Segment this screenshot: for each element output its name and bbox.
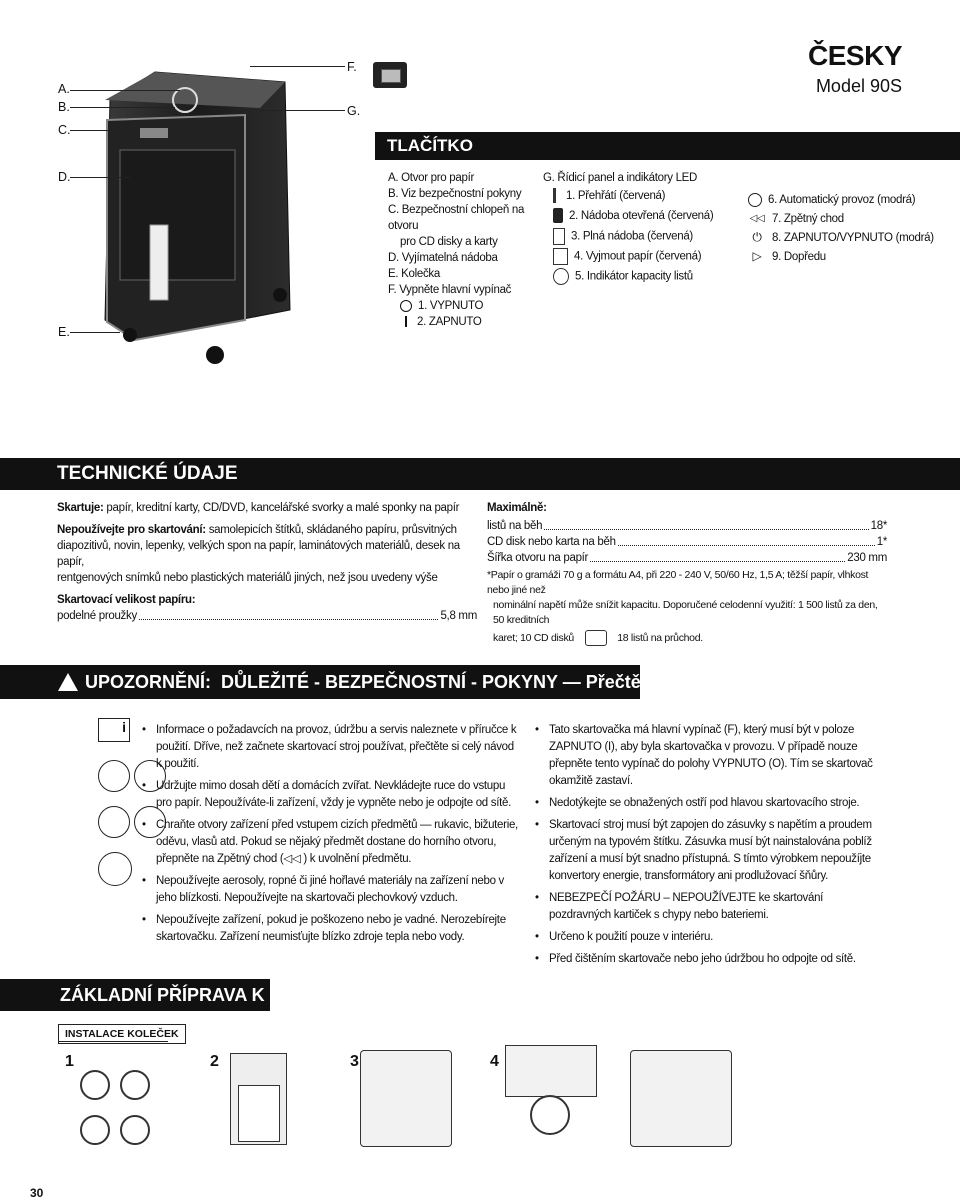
warning-item: • Chraňte otvory zařízení před vstupem cizích předmětů — rukavic, bižuterie, oděvu, vlasů atd. Pokud se nějaký předmět dostane do horního otvoru, přepněte na Zpětný chod (◁◁ ) k uvolnění předmětu. [142, 817, 522, 868]
footnote-text: karet; 10 CD disků [493, 631, 574, 644]
label-a: A. [58, 82, 70, 96]
warning-item: • Skartovací stroj musí být zapojen do zásuvky s napětím a proudem určeným na typovém štítku. Zásuvka musí být nainstalována poblíž zařízení a musí být snadno přístupná. S tímto výrobkem nepoužíjte konvertory energie, transformátory ani prodlužovací šňůry. [535, 817, 880, 885]
size-value: 5,8 mm [440, 610, 477, 622]
led-label: 5. Indikátor kapacity listů [575, 270, 693, 283]
warning-item: • Určeno k použití pouze v interiéru. [535, 929, 880, 946]
no-children-icon [98, 760, 130, 792]
bin-full-icon [553, 228, 565, 245]
button-item [748, 249, 948, 268]
led-label: 4. Vyjmout papír (červená) [574, 250, 702, 263]
footnote-text: 18 listů na průchod. [617, 631, 703, 644]
step-number: 2 [210, 1053, 219, 1070]
led-label: 2. Nádoba otevřená (červená) [569, 210, 714, 222]
led-item [553, 248, 743, 268]
button-label: 6. Automatický provoz (modrá) [768, 194, 916, 206]
remove-paper-icon [553, 248, 568, 265]
manual-info-icon: i [98, 718, 130, 742]
leader-line [250, 66, 345, 67]
leader-line [260, 110, 345, 111]
led-list [553, 188, 743, 288]
size-row [57, 608, 477, 624]
warning-item: • Nepoužívejte aerosoly, ropné či jiné hořlavé materiály na zařízení nebo v jeho blízkosti. Nepoužívejte na skartovači plechovkový vzduch. [142, 873, 522, 907]
max-row-value: 230 mm [847, 552, 887, 564]
model-name: Model 90S [815, 76, 902, 96]
component-item: F. Vypněte hlavní vypínač [388, 284, 512, 296]
main-switch-illustration [373, 62, 407, 88]
no-clothing-icon [98, 806, 130, 838]
size-label: Skartovací velikost papíru: [57, 594, 196, 606]
button-list [748, 192, 948, 268]
max-row [487, 518, 887, 534]
step-number: 4 [490, 1053, 499, 1070]
shreds-label: Skartuje: [57, 502, 104, 514]
tech-left-column [57, 500, 477, 624]
led-item [553, 188, 743, 208]
auto-icon [748, 193, 762, 207]
label-b: B. [58, 100, 70, 114]
step-number: 1 [65, 1053, 74, 1070]
switch-on-item [388, 314, 538, 330]
label-d: D. [58, 170, 71, 184]
max-row-value: 1* [876, 536, 887, 548]
noshred-text: samolepicích štítků, skládaného papíru, průsvitných [208, 524, 457, 536]
noshred-block [57, 522, 477, 538]
setup-header: ZÁKLADNÍ PŘÍPRAVA K PROVOZU [60, 985, 359, 1005]
tag-underline [58, 1041, 168, 1042]
shreds-text: papír, kreditní karty, CD/DVD, kancelářské svorky a malé sponky na papír [106, 502, 460, 514]
footnote-line [487, 630, 887, 646]
led-label: 3. Plná nádoba (červená) [571, 230, 693, 243]
button-item [748, 230, 948, 249]
component-item: A. Otvor pro papír [388, 172, 474, 184]
max-row-label: CD disk nebo karta na běh [487, 536, 616, 548]
warning-title: UPOZORNĚNÍ: DŮLEŽITÉ - BEZPEČNOSTNÍ - POKYNY — Přečtěte si je před použitím! [85, 672, 826, 692]
bin-open-icon [553, 208, 563, 223]
cd-icon [585, 630, 607, 646]
warning-item: • Udržujte mimo dosah dětí a domácích zvířat. Nevkládejte ruce do vstupu pro papír. Nepoužíváte-li zařízení, vždy je vypněte nebo je odpojte od sítě. [142, 778, 522, 812]
thermometer-icon [553, 188, 560, 203]
warning-triangle-icon [58, 673, 78, 691]
noshred-text: diapozitivů, novin, lepenky, velkých spon na papír, laminátových materiálů, desek na papír, [57, 540, 460, 568]
warning-right-list [535, 722, 880, 973]
step-3-illustration [345, 1045, 465, 1165]
bar-on-icon [405, 316, 407, 327]
warning-item: • Informace o požadavcích na provoz, údržbu a servis naleznete v příručce k použití. Dříve, než začnete skartovací stroj používat, přečtěte si celý návod k použití. [142, 722, 522, 773]
max-row [487, 550, 887, 566]
component-item: E. Kolečka [388, 268, 440, 280]
label-e: E. [58, 325, 70, 339]
circle-off-icon [400, 300, 412, 312]
led-item [553, 208, 743, 228]
reverse-icon: ◁◁ [749, 213, 765, 225]
button-label: 7. Zpětný chod [772, 213, 844, 225]
capacity-icon [553, 268, 569, 285]
button-item [748, 192, 948, 211]
caster-install-tag: INSTALACE KOLEČEK [58, 1024, 186, 1044]
component-item: D. Vyjímatelná nádoba [388, 252, 498, 264]
leader-line [70, 177, 130, 178]
control-panel-title: G. Řídicí panel a indikátory LED [543, 172, 698, 184]
button-label: 8. ZAPNUTO/VYPNUTO (modrá) [772, 232, 934, 244]
warning-item: • NEBEZPEČÍ POŽÁRU – NEPOUŽÍVEJTE ke skartování pozdravných kartiček s chypy nebo bateriemi. [535, 890, 880, 924]
label-c: C. [58, 123, 71, 137]
step-5-illustration [625, 1045, 745, 1165]
switch-off-label: 1. VYPNUTO [418, 300, 484, 312]
max-row [487, 534, 887, 550]
step-4-illustration [485, 1045, 605, 1165]
warning-left-list [142, 722, 522, 951]
warning-item: • Před čištěním skartovače nebo jeho údržbou ho odpojte od sítě. [535, 951, 880, 968]
language-title: ČESKY [808, 40, 902, 71]
footnote-line: *Papír o gramáži 70 g a formátu A4, při 220 - 240 V, 50/60 Hz, 1,5 A; těžší papír, vlhkost nebo jiné než [487, 569, 869, 596]
max-label: Maximálně: [487, 502, 547, 514]
leader-line [70, 107, 175, 108]
led-label: 1. Přehřátí (červená) [566, 190, 666, 202]
leader-line [70, 90, 180, 91]
noshred-text: rentgenových snímků nebo plastických materiálů jiných, než jsou uvedeny výše [57, 572, 438, 584]
forward-icon: ▷ [752, 249, 762, 264]
button-section-title: TLAČÍTKO [375, 132, 960, 160]
max-row-label: listů na běh [487, 520, 543, 532]
warning-item: • Nepoužívejte zařízení, pokud je poškozeno nebo je vadné. Nerozebírejte skartovačku. Zařízení neumisťujte blízko zdroje tepla nebo vody. [142, 912, 522, 946]
label-g: G. [347, 104, 361, 118]
shreds-line [57, 500, 477, 516]
led-item [553, 268, 743, 288]
footnote-line: nominální napětí může snížit kapacitu. Doporučené celodenní využití: 1 500 listů za den, 50 kreditních [493, 599, 878, 626]
noshred-label: Nepoužívejte pro skartování: [57, 524, 206, 536]
power-icon: ⏻ [752, 230, 762, 245]
component-item: B. Viz bezpečnostní pokyny [388, 188, 522, 200]
warning-header-row [0, 665, 960, 699]
step-1-illustration [60, 1045, 180, 1165]
max-row-value: 18* [870, 520, 887, 532]
component-item: pro CD disky a karty [400, 236, 498, 248]
tech-right-column [487, 500, 887, 646]
step-2-illustration [205, 1045, 325, 1165]
component-list [388, 170, 538, 330]
size-item: podelné proužky [57, 610, 137, 622]
footnote [487, 568, 887, 646]
switch-on-label: 2. ZAPNUTO [417, 316, 482, 328]
warning-item: • Nedotýkejte se obnažených ostří pod hlavou skartovacího stroje. [535, 795, 880, 812]
warning-item: • Tato skartovačka má hlavní vypínač (F), který musí být v poloze ZAPNUTO (I), aby byla skartovačka v provozu. V případě nouze přepněte tento vypínač do polohy VYPNUTO (O). Tím se skartovač okamžitě zastaví. [535, 722, 880, 790]
switch-off-item [388, 298, 538, 314]
leader-line [70, 332, 120, 333]
button-item [748, 211, 948, 230]
no-heat-icon [98, 852, 132, 886]
label-f: F. [347, 60, 357, 74]
leader-line [70, 130, 120, 131]
component-item: C. Bezpečnostní chlopeň na otvoru [388, 204, 525, 232]
max-row-label: Šířka otvoru na papír [487, 552, 589, 564]
button-label: 9. Dopředu [772, 251, 826, 263]
tech-specs-header: TECHNICKÉ ÚDAJE [0, 458, 960, 490]
step-number: 3 [350, 1053, 359, 1070]
page-number: 30 [30, 1186, 44, 1200]
led-item [553, 228, 743, 248]
